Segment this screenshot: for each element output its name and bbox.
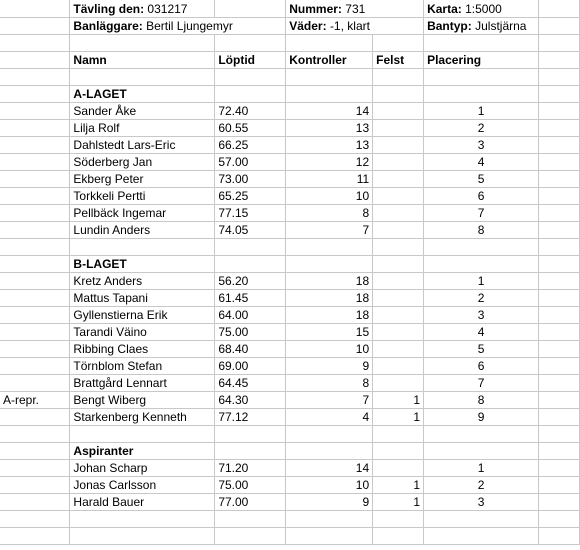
controls-cell[interactable]: 14 bbox=[286, 460, 373, 477]
table-row bbox=[0, 324, 580, 341]
time-cell[interactable]: 61.45 bbox=[215, 290, 286, 307]
cell[interactable] bbox=[539, 494, 580, 511]
cell[interactable] bbox=[539, 154, 580, 171]
table-row bbox=[0, 137, 580, 154]
controls-cell[interactable]: 4 bbox=[286, 409, 373, 426]
time-cell[interactable]: 65.25 bbox=[215, 188, 286, 205]
placing-cell[interactable]: 8 bbox=[424, 222, 539, 239]
cell[interactable] bbox=[539, 239, 580, 256]
cell[interactable] bbox=[539, 205, 580, 222]
cell[interactable] bbox=[0, 18, 70, 35]
cell[interactable] bbox=[539, 120, 580, 137]
cell[interactable] bbox=[0, 239, 70, 256]
name-cell[interactable]: Lundin Anders bbox=[70, 222, 215, 239]
note-cell[interactable] bbox=[0, 375, 70, 392]
cell[interactable] bbox=[215, 0, 286, 18]
time-cell[interactable]: 69.00 bbox=[215, 358, 286, 375]
errors-cell[interactable]: 1 bbox=[373, 477, 424, 494]
group-title[interactable]: Aspiranter bbox=[70, 443, 215, 460]
time-cell[interactable]: 66.25 bbox=[215, 137, 286, 154]
cell[interactable] bbox=[539, 222, 580, 239]
placing-cell[interactable]: 5 bbox=[424, 341, 539, 358]
controls-cell[interactable]: 8 bbox=[286, 375, 373, 392]
table-row bbox=[0, 392, 580, 409]
errors-cell[interactable]: 1 bbox=[373, 494, 424, 511]
course-setter-value: Bertil Ljungemyr bbox=[146, 19, 233, 33]
controls-cell[interactable]: 9 bbox=[286, 494, 373, 511]
table-row bbox=[0, 494, 580, 511]
cell[interactable] bbox=[215, 426, 286, 443]
cell[interactable] bbox=[286, 528, 373, 545]
note-cell[interactable] bbox=[0, 205, 70, 222]
cell[interactable] bbox=[539, 392, 580, 409]
table-row bbox=[0, 154, 580, 171]
cell[interactable] bbox=[539, 409, 580, 426]
name-cell[interactable]: Starkenberg Kenneth bbox=[70, 409, 215, 426]
table-row bbox=[0, 307, 580, 324]
cell[interactable] bbox=[0, 256, 70, 273]
errors-cell[interactable] bbox=[373, 222, 424, 239]
cell[interactable] bbox=[424, 256, 539, 273]
note-cell[interactable] bbox=[0, 103, 70, 120]
controls-cell[interactable]: 10 bbox=[286, 341, 373, 358]
table-row bbox=[0, 409, 580, 426]
cell[interactable] bbox=[539, 86, 580, 103]
controls-cell[interactable]: 13 bbox=[286, 137, 373, 154]
name-cell[interactable]: Bengt Wiberg bbox=[70, 392, 215, 409]
name-cell[interactable]: Ribbing Claes bbox=[70, 341, 215, 358]
table-row bbox=[0, 477, 580, 494]
table-row bbox=[0, 205, 580, 222]
table-row bbox=[0, 188, 580, 205]
controls-cell[interactable]: 18 bbox=[286, 290, 373, 307]
course-setter-label[interactable]: Banläggare: Bertil Ljungemyr bbox=[70, 18, 286, 35]
note-cell[interactable] bbox=[0, 460, 70, 477]
note-cell[interactable] bbox=[0, 290, 70, 307]
time-cell[interactable]: 77.15 bbox=[215, 205, 286, 222]
note-cell[interactable] bbox=[0, 188, 70, 205]
cell[interactable] bbox=[539, 188, 580, 205]
cell[interactable] bbox=[539, 18, 580, 35]
table-row bbox=[0, 460, 580, 477]
weather-value: -1, klart bbox=[329, 19, 370, 33]
cell[interactable] bbox=[0, 86, 70, 103]
controls-cell[interactable]: 8 bbox=[286, 205, 373, 222]
errors-cell[interactable]: 1 bbox=[373, 392, 424, 409]
controls-cell[interactable]: 11 bbox=[286, 171, 373, 188]
column-header-placing[interactable]: Placering bbox=[424, 52, 539, 69]
errors-cell[interactable] bbox=[373, 290, 424, 307]
cell[interactable] bbox=[286, 86, 373, 103]
name-cell[interactable]: Sander Åke bbox=[70, 103, 215, 120]
name-cell[interactable]: Jonas Carlsson bbox=[70, 477, 215, 494]
placing-cell[interactable]: 3 bbox=[424, 137, 539, 154]
cell[interactable] bbox=[0, 0, 70, 18]
placing-cell[interactable]: 4 bbox=[424, 154, 539, 171]
cell[interactable] bbox=[215, 35, 286, 52]
name-cell[interactable]: Johan Scharp bbox=[70, 460, 215, 477]
note-cell[interactable] bbox=[0, 137, 70, 154]
note-cell[interactable] bbox=[0, 494, 70, 511]
weather-label[interactable]: Väder: -1, klart bbox=[286, 18, 424, 35]
cell[interactable] bbox=[424, 511, 539, 528]
name-cell[interactable]: Mattus Tapani bbox=[70, 290, 215, 307]
number-label[interactable]: Nummer: 731 bbox=[286, 0, 424, 18]
note-cell[interactable] bbox=[0, 307, 70, 324]
cell[interactable] bbox=[373, 511, 424, 528]
cell[interactable] bbox=[539, 443, 580, 460]
table-row bbox=[0, 341, 580, 358]
time-cell[interactable]: 60.55 bbox=[215, 120, 286, 137]
time-cell[interactable]: 77.12 bbox=[215, 409, 286, 426]
cell[interactable] bbox=[215, 256, 286, 273]
cell[interactable] bbox=[539, 290, 580, 307]
errors-cell[interactable] bbox=[373, 171, 424, 188]
cell[interactable] bbox=[0, 528, 70, 545]
errors-cell[interactable] bbox=[373, 375, 424, 392]
note-cell[interactable] bbox=[0, 273, 70, 290]
name-cell[interactable]: Dahlstedt Lars-Eric bbox=[70, 137, 215, 154]
number-value: 731 bbox=[345, 1, 366, 16]
cell[interactable] bbox=[373, 443, 424, 460]
competition-date-label[interactable]: Tävling den: 031217 bbox=[70, 0, 215, 18]
table-row bbox=[0, 375, 580, 392]
column-header-errors[interactable]: Felst bbox=[373, 52, 424, 69]
cell[interactable] bbox=[539, 69, 580, 86]
errors-cell[interactable] bbox=[373, 205, 424, 222]
column-header-time[interactable]: Löptid bbox=[215, 52, 286, 69]
name-cell[interactable]: Brattgård Lennart bbox=[70, 375, 215, 392]
cell[interactable] bbox=[424, 426, 539, 443]
errors-cell[interactable] bbox=[373, 273, 424, 290]
placing-cell[interactable]: 6 bbox=[424, 188, 539, 205]
cell[interactable] bbox=[286, 256, 373, 273]
cell[interactable] bbox=[373, 426, 424, 443]
note-cell[interactable] bbox=[0, 341, 70, 358]
group-title-row bbox=[0, 86, 580, 103]
note-cell[interactable] bbox=[0, 358, 70, 375]
errors-cell[interactable] bbox=[373, 460, 424, 477]
placing-cell[interactable]: 1 bbox=[424, 460, 539, 477]
time-cell[interactable]: 77.00 bbox=[215, 494, 286, 511]
cell[interactable] bbox=[373, 239, 424, 256]
cell[interactable] bbox=[424, 528, 539, 545]
controls-cell[interactable]: 10 bbox=[286, 188, 373, 205]
cell[interactable] bbox=[424, 69, 539, 86]
controls-cell[interactable]: 18 bbox=[286, 307, 373, 324]
note-cell[interactable] bbox=[0, 222, 70, 239]
cell[interactable] bbox=[539, 307, 580, 324]
placing-cell[interactable]: 8 bbox=[424, 392, 539, 409]
name-cell[interactable]: Torkkeli Pertti bbox=[70, 188, 215, 205]
placing-cell[interactable]: 2 bbox=[424, 120, 539, 137]
errors-cell[interactable] bbox=[373, 103, 424, 120]
cell[interactable] bbox=[286, 426, 373, 443]
cell[interactable] bbox=[539, 375, 580, 392]
cell[interactable] bbox=[539, 0, 580, 18]
placing-cell[interactable]: 1 bbox=[424, 273, 539, 290]
time-cell[interactable]: 72.40 bbox=[215, 103, 286, 120]
placing-cell[interactable]: 2 bbox=[424, 290, 539, 307]
controls-cell[interactable]: 13 bbox=[286, 120, 373, 137]
cell[interactable] bbox=[70, 35, 215, 52]
cell[interactable] bbox=[215, 511, 286, 528]
controls-cell[interactable]: 12 bbox=[286, 154, 373, 171]
placing-cell[interactable]: 7 bbox=[424, 375, 539, 392]
cell[interactable] bbox=[539, 52, 580, 69]
cell[interactable] bbox=[539, 477, 580, 494]
controls-cell[interactable]: 18 bbox=[286, 273, 373, 290]
map-value: 1:5000 bbox=[465, 1, 502, 16]
cell[interactable] bbox=[539, 324, 580, 341]
group-title-row bbox=[0, 256, 580, 273]
note-cell[interactable] bbox=[0, 120, 70, 137]
cell[interactable] bbox=[539, 460, 580, 477]
errors-cell[interactable] bbox=[373, 341, 424, 358]
note-cell[interactable] bbox=[0, 409, 70, 426]
cell[interactable] bbox=[215, 69, 286, 86]
errors-cell[interactable] bbox=[373, 137, 424, 154]
time-cell[interactable]: 56.20 bbox=[215, 273, 286, 290]
cell[interactable] bbox=[70, 426, 215, 443]
cell[interactable] bbox=[424, 239, 539, 256]
time-cell[interactable]: 57.00 bbox=[215, 154, 286, 171]
cell[interactable] bbox=[539, 528, 580, 545]
time-cell[interactable]: 71.20 bbox=[215, 460, 286, 477]
cell[interactable] bbox=[373, 256, 424, 273]
errors-cell[interactable] bbox=[373, 154, 424, 171]
cell[interactable] bbox=[539, 273, 580, 290]
note-cell[interactable] bbox=[0, 154, 70, 171]
table-row bbox=[0, 273, 580, 290]
cell[interactable] bbox=[286, 239, 373, 256]
controls-cell[interactable]: 14 bbox=[286, 103, 373, 120]
placing-cell[interactable]: 1 bbox=[424, 103, 539, 120]
placing-cell[interactable]: 7 bbox=[424, 205, 539, 222]
name-cell[interactable]: Gyllenstierna Erik bbox=[70, 307, 215, 324]
table-row bbox=[0, 358, 580, 375]
cell[interactable] bbox=[70, 511, 215, 528]
cell[interactable] bbox=[373, 528, 424, 545]
placing-cell[interactable]: 2 bbox=[424, 477, 539, 494]
time-cell[interactable]: 75.00 bbox=[215, 477, 286, 494]
controls-cell[interactable]: 7 bbox=[286, 222, 373, 239]
cell[interactable] bbox=[424, 35, 539, 52]
name-cell[interactable]: Törnblom Stefan bbox=[70, 358, 215, 375]
placing-cell[interactable]: 4 bbox=[424, 324, 539, 341]
table-row bbox=[0, 103, 580, 120]
cell[interactable] bbox=[539, 511, 580, 528]
table-row bbox=[0, 171, 580, 188]
cell[interactable] bbox=[0, 443, 70, 460]
cell[interactable] bbox=[539, 137, 580, 154]
course-type-label[interactable]: Bantyp: Julstjärna bbox=[424, 18, 539, 35]
cell[interactable] bbox=[286, 443, 373, 460]
cell[interactable] bbox=[0, 426, 70, 443]
cell[interactable] bbox=[215, 528, 286, 545]
competition-date-value: 031217 bbox=[147, 1, 188, 16]
cell[interactable] bbox=[0, 52, 70, 69]
placing-cell[interactable]: 5 bbox=[424, 171, 539, 188]
controls-cell[interactable]: 10 bbox=[286, 477, 373, 494]
name-cell[interactable]: Tarandi Väino bbox=[70, 324, 215, 341]
name-cell[interactable]: Söderberg Jan bbox=[70, 154, 215, 171]
cell[interactable] bbox=[70, 528, 215, 545]
time-cell[interactable]: 64.00 bbox=[215, 307, 286, 324]
map-label[interactable]: Karta: 1:5000 bbox=[424, 0, 539, 18]
course-type-value: Julstjärna bbox=[475, 19, 527, 33]
note-cell[interactable] bbox=[0, 171, 70, 188]
cell[interactable] bbox=[373, 69, 424, 86]
cell[interactable] bbox=[215, 86, 286, 103]
group-title[interactable]: B-LAGET bbox=[70, 256, 215, 273]
errors-cell[interactable] bbox=[373, 358, 424, 375]
controls-cell[interactable]: 7 bbox=[286, 392, 373, 409]
cell[interactable] bbox=[539, 35, 580, 52]
cell[interactable] bbox=[215, 443, 286, 460]
placing-cell[interactable]: 6 bbox=[424, 358, 539, 375]
cell[interactable] bbox=[0, 69, 70, 86]
placing-cell[interactable]: 3 bbox=[424, 307, 539, 324]
errors-cell[interactable] bbox=[373, 324, 424, 341]
time-cell[interactable]: 68.40 bbox=[215, 341, 286, 358]
table-row bbox=[0, 222, 580, 239]
note-cell[interactable] bbox=[0, 324, 70, 341]
cell[interactable] bbox=[70, 239, 215, 256]
time-cell[interactable]: 75.00 bbox=[215, 324, 286, 341]
cell[interactable] bbox=[286, 35, 373, 52]
cell[interactable] bbox=[424, 86, 539, 103]
cell[interactable] bbox=[215, 239, 286, 256]
column-header-name[interactable]: Namn bbox=[70, 52, 215, 69]
name-cell[interactable]: Lilja Rolf bbox=[70, 120, 215, 137]
group-title-row bbox=[0, 443, 580, 460]
table-row bbox=[0, 290, 580, 307]
placing-cell[interactable]: 3 bbox=[424, 494, 539, 511]
cell[interactable] bbox=[539, 103, 580, 120]
errors-cell[interactable]: 1 bbox=[373, 409, 424, 426]
table-row bbox=[0, 120, 580, 137]
time-cell[interactable]: 73.00 bbox=[215, 171, 286, 188]
cell[interactable] bbox=[424, 443, 539, 460]
time-cell[interactable]: 64.45 bbox=[215, 375, 286, 392]
cell[interactable] bbox=[539, 171, 580, 188]
note-cell[interactable]: A-repr. bbox=[0, 392, 70, 409]
cell[interactable] bbox=[539, 358, 580, 375]
cell[interactable] bbox=[539, 426, 580, 443]
errors-cell[interactable] bbox=[373, 188, 424, 205]
time-cell[interactable]: 64.30 bbox=[215, 392, 286, 409]
cell[interactable] bbox=[0, 35, 70, 52]
cell[interactable] bbox=[0, 511, 70, 528]
cell[interactable] bbox=[373, 35, 424, 52]
controls-cell[interactable]: 9 bbox=[286, 358, 373, 375]
group-title[interactable]: A-LAGET bbox=[70, 86, 215, 103]
name-cell[interactable]: Harald Bauer bbox=[70, 494, 215, 511]
cell[interactable] bbox=[70, 69, 215, 86]
time-cell[interactable]: 74.05 bbox=[215, 222, 286, 239]
name-cell[interactable]: Kretz Anders bbox=[70, 273, 215, 290]
placing-cell[interactable]: 9 bbox=[424, 409, 539, 426]
controls-cell[interactable]: 15 bbox=[286, 324, 373, 341]
cell[interactable] bbox=[539, 341, 580, 358]
cell[interactable] bbox=[373, 86, 424, 103]
name-cell[interactable]: Ekberg Peter bbox=[70, 171, 215, 188]
column-header-controls[interactable]: Kontroller bbox=[286, 52, 373, 69]
name-cell[interactable]: Pellbäck Ingemar bbox=[70, 205, 215, 222]
errors-cell[interactable] bbox=[373, 307, 424, 324]
cell[interactable] bbox=[286, 69, 373, 86]
cell[interactable] bbox=[286, 511, 373, 528]
note-cell[interactable] bbox=[0, 477, 70, 494]
cell[interactable] bbox=[539, 256, 580, 273]
errors-cell[interactable] bbox=[373, 120, 424, 137]
